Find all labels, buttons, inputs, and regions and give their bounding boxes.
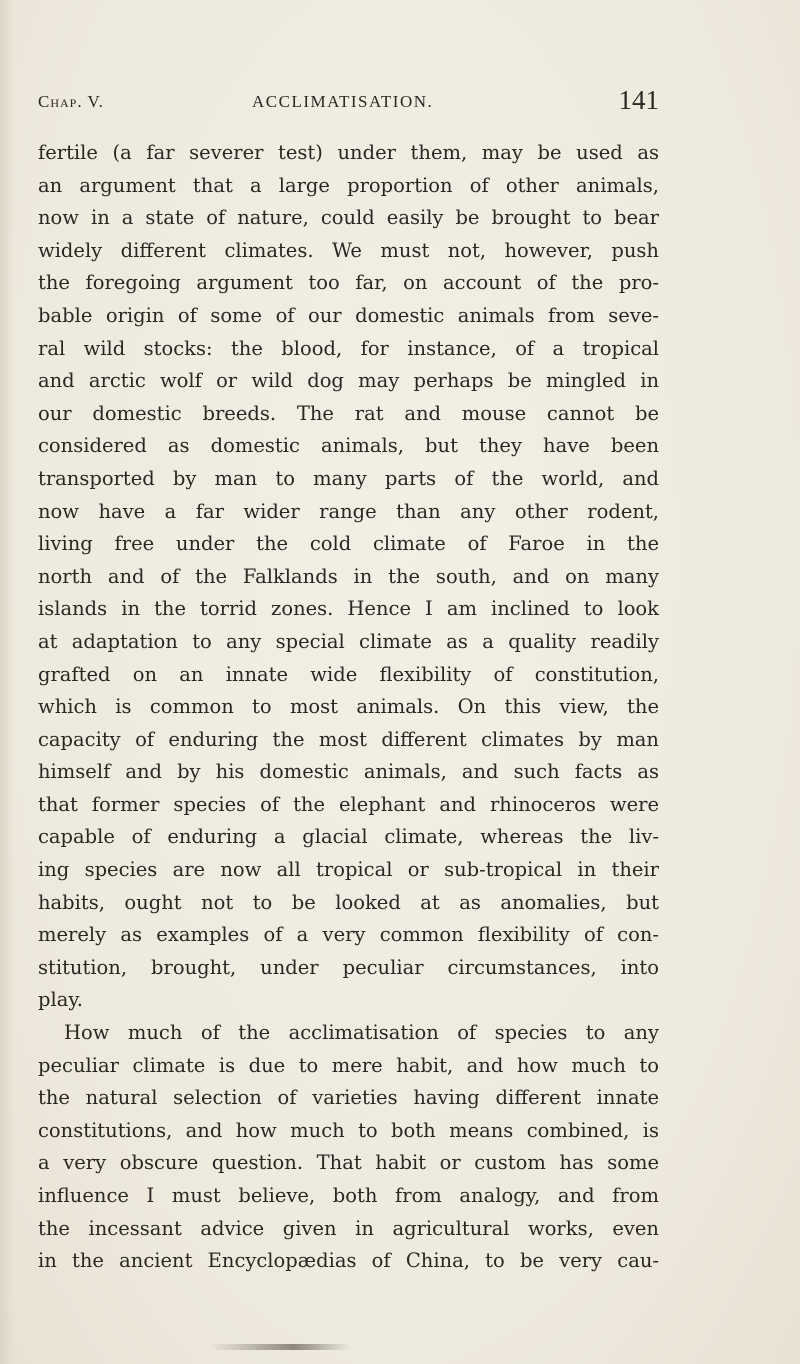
text-line: bable origin of some of our domestic animals from seve- <box>38 303 659 327</box>
text-line: capacity of enduring the most different climates by man <box>38 727 659 751</box>
text-line: constitutions, and how much to both means combined, is <box>38 1118 659 1142</box>
text-line: the natural selection of varieties having different innate <box>38 1086 659 1110</box>
chapter-label: Chap. V. <box>38 92 104 111</box>
text-line: now have a far wider range than any other rodent, <box>38 499 659 523</box>
text-line: at adaptation to any special climate as a quality readily <box>38 629 659 653</box>
text-line: the foregoing argument too far, on account of the pro- <box>38 271 659 295</box>
text-line: transported by man to many parts of the world, and <box>38 466 659 490</box>
text-line: himself and by his domestic animals, and such facts as <box>38 760 659 784</box>
text-line: capable of enduring a glacial climate, whereas the liv- <box>38 825 659 849</box>
text-line: merely as examples of a very common flexibility of con- <box>38 923 659 947</box>
text-line: living free under the cold climate of Faroe in the <box>38 532 659 556</box>
text-line: fertile (a far severer test) under them, may be used as <box>38 141 659 164</box>
text-line: which is common to most animals. On this view, the <box>38 695 659 719</box>
paragraph-start-line: How much of the acclimatisation of species to any <box>64 1021 659 1045</box>
text-line: a very obscure question. That habit or custom has some <box>38 1151 659 1175</box>
page-edge-shadow <box>0 0 14 1364</box>
text-line: influence I must believe, both from analogy, and from <box>38 1184 659 1207</box>
text-line: an argument that a large proportion of other animals, <box>38 173 659 197</box>
text-line: peculiar climate is due to mere habit, and how much to <box>38 1053 659 1077</box>
text-line: north and of the Falklands in the south, and on many <box>38 564 659 588</box>
text-line: widely different climates. We must not, however, push <box>38 238 659 262</box>
text-line: in the ancient Encyclopædias of China, to be very cau- <box>38 1249 659 1273</box>
text-line: stitution, brought, under peculiar circumstances, into <box>38 955 659 979</box>
page-number: 141 <box>618 85 659 115</box>
text-line: ing species are now all tropical or sub-tropical in their <box>38 858 659 882</box>
text-line: habits, ought not to be looked at as anomalies, but <box>38 890 659 914</box>
ink-smudge <box>210 1344 350 1350</box>
text-line: considered as domestic animals, but they have been <box>38 434 659 458</box>
paragraph-end-line: play. <box>38 988 83 1012</box>
running-head <box>38 85 659 122</box>
text-line: islands in the torrid zones. Hence I am inclined to look <box>38 597 659 621</box>
text-line: the incessant advice given in agricultural works, even <box>38 1216 659 1240</box>
text-line: and arctic wolf or wild dog may perhaps be mingled in <box>38 369 659 393</box>
running-title: ACCLIMATISATION. <box>252 92 434 111</box>
text-line: that former species of the elephant and rhinoceros were <box>38 792 659 816</box>
text-line: ral wild stocks: the blood, for instance, of a tropical <box>38 336 659 360</box>
text-line: our domestic breeds. The rat and mouse cannot be <box>38 401 659 425</box>
body-text <box>38 137 659 1278</box>
text-line: now in a state of nature, could easily be brought to bear <box>38 206 659 230</box>
text-line: grafted on an innate wide flexibility of constitution, <box>38 662 659 686</box>
